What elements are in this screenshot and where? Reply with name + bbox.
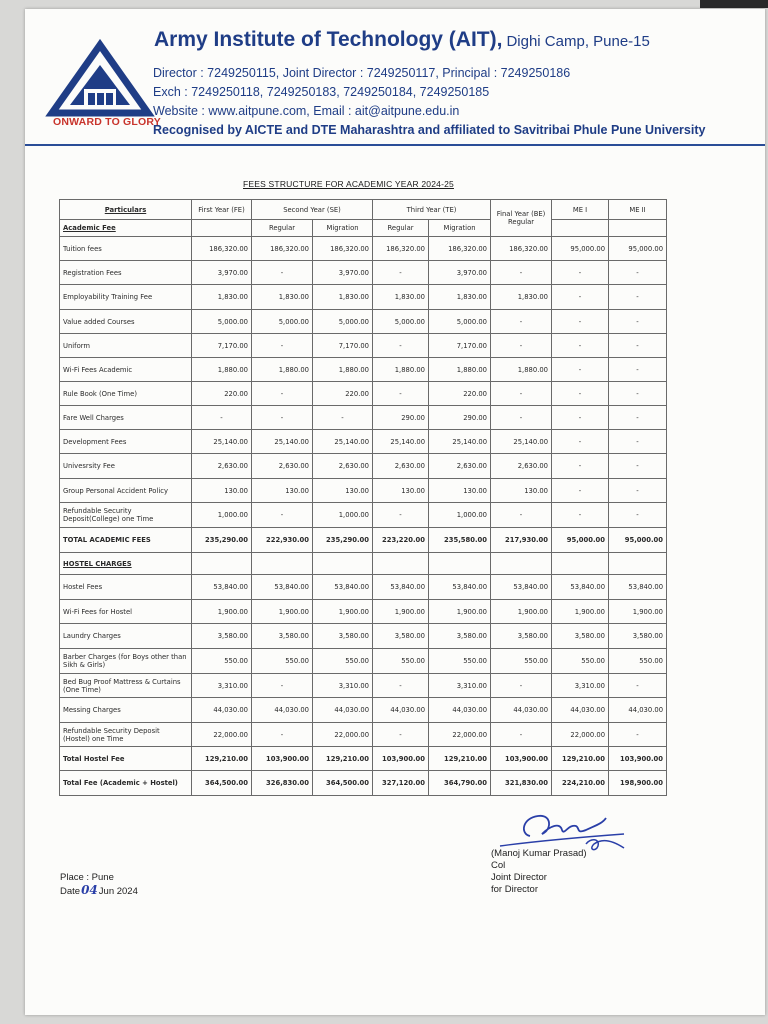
institute-location: Dighi Camp, Pune-15 — [506, 33, 650, 50]
fee-cell: 186,320.00 — [429, 237, 491, 261]
fee-cell: 25,140.00 — [429, 430, 491, 454]
fee-cell: - — [609, 674, 667, 698]
fee-cell: 1,830.00 — [313, 285, 373, 310]
fee-cell: 3,580.00 — [313, 624, 373, 649]
fee-cell: 44,030.00 — [429, 698, 491, 723]
fee-cell: 53,840.00 — [192, 575, 252, 600]
row-label: Tuition fees — [60, 237, 192, 261]
fee-cell: - — [373, 503, 429, 528]
total-hostel-row — [60, 747, 667, 771]
fee-cell: 1,880.00 — [192, 358, 252, 382]
fee-cell: 186,320.00 — [373, 237, 429, 261]
fee-cell: 95,000.00 — [552, 237, 609, 261]
fee-cell: - — [491, 310, 552, 334]
fee-cell: 364,790.00 — [429, 771, 491, 796]
row-label: Total Hostel Fee — [60, 747, 192, 771]
fee-cell: 1,830.00 — [429, 285, 491, 310]
empty-cell — [192, 553, 252, 575]
hostel-fee-row — [60, 649, 667, 674]
fee-cell: 1,900.00 — [252, 600, 313, 624]
subheader-te-migration: Migration — [429, 220, 491, 237]
fee-cell: 129,210.00 — [429, 747, 491, 771]
fee-cell: - — [252, 674, 313, 698]
academic-fee-row — [60, 285, 667, 310]
fee-cell: 3,580.00 — [609, 624, 667, 649]
contact-line-1: Director : 7249250115, Joint Director : 7249250117, Principal : 7249250186 — [153, 66, 571, 80]
fee-cell: 7,170.00 — [313, 334, 373, 358]
fee-cell: - — [373, 382, 429, 406]
fee-cell: 550.00 — [429, 649, 491, 674]
academic-fee-row — [60, 454, 667, 479]
fee-cell: 1,880.00 — [373, 358, 429, 382]
empty-cell — [252, 553, 313, 575]
academic-fee-row — [60, 261, 667, 285]
fee-cell: 2,630.00 — [429, 454, 491, 479]
place-date-block — [60, 872, 138, 898]
fee-cell: 1,900.00 — [609, 600, 667, 624]
fee-cell: 1,880.00 — [429, 358, 491, 382]
fee-cell: - — [491, 674, 552, 698]
fee-cell: 198,900.00 — [609, 771, 667, 796]
fee-cell: 7,170.00 — [192, 334, 252, 358]
fee-cell: 44,030.00 — [373, 698, 429, 723]
hostel-fee-row — [60, 600, 667, 624]
fee-cell: 5,000.00 — [313, 310, 373, 334]
academic-fee-row — [60, 479, 667, 503]
fee-cell: 53,840.00 — [429, 575, 491, 600]
fee-cell: 25,140.00 — [192, 430, 252, 454]
fee-cell: 3,580.00 — [252, 624, 313, 649]
empty-cell — [491, 553, 552, 575]
fee-cell: 53,840.00 — [491, 575, 552, 600]
fee-cell: 22,000.00 — [313, 723, 373, 747]
fee-cell: 223,220.00 — [373, 528, 429, 553]
fee-cell: 129,210.00 — [192, 747, 252, 771]
fee-cell: - — [552, 454, 609, 479]
row-label: Laundry Charges — [60, 624, 192, 649]
fee-cell: 3,310.00 — [192, 674, 252, 698]
fee-cell: - — [252, 723, 313, 747]
fee-cell: 3,310.00 — [429, 674, 491, 698]
empty-cell — [429, 553, 491, 575]
contact-line-2: Exch : 7249250118, 7249250183, 7249250184, 7249250185 — [153, 85, 490, 99]
fee-cell: 130.00 — [491, 479, 552, 503]
recognition-line: Recognised by AICTE and DTE Maharashtra and affiliated to Savitribai Phule Pune University — [153, 123, 706, 137]
row-label: Fare Well Charges — [60, 406, 192, 430]
fee-cell: - — [552, 479, 609, 503]
fee-cell: 1,000.00 — [313, 503, 373, 528]
header-first-year: First Year (FE) — [192, 200, 252, 220]
fee-cell: 129,210.00 — [313, 747, 373, 771]
fee-cell: 1,830.00 — [491, 285, 552, 310]
fee-cell: 44,030.00 — [192, 698, 252, 723]
fee-cell: 1,830.00 — [192, 285, 252, 310]
fee-cell: 2,630.00 — [252, 454, 313, 479]
fee-cell: 321,830.00 — [491, 771, 552, 796]
fee-cell: 44,030.00 — [609, 698, 667, 723]
fee-cell: - — [491, 406, 552, 430]
fee-cell: 130.00 — [373, 479, 429, 503]
fee-cell: 44,030.00 — [313, 698, 373, 723]
fee-cell: 550.00 — [552, 649, 609, 674]
fee-cell: 1,880.00 — [491, 358, 552, 382]
fee-cell: 130.00 — [313, 479, 373, 503]
fee-cell: 550.00 — [373, 649, 429, 674]
fees-structure-title: FEES STRUCTURE FOR ACADEMIC YEAR 2024-25 — [243, 179, 454, 189]
fee-cell: 22,000.00 — [552, 723, 609, 747]
row-label: Value added Courses — [60, 310, 192, 334]
header-second-year: Second Year (SE) — [252, 200, 373, 220]
row-label: Bed Bug Proof Mattress & Curtains (One Time) — [60, 674, 192, 698]
fee-cell: 1,000.00 — [192, 503, 252, 528]
fee-cell: 5,000.00 — [429, 310, 491, 334]
fee-cell: 235,290.00 — [192, 528, 252, 553]
header-final-year-label: Final Year (BE) — [496, 210, 546, 218]
date — [60, 884, 138, 898]
fee-cell: 7,170.00 — [429, 334, 491, 358]
fee-cell: 3,970.00 — [313, 261, 373, 285]
fee-cell: 44,030.00 — [552, 698, 609, 723]
fee-cell: 550.00 — [609, 649, 667, 674]
hostel-fee-row — [60, 723, 667, 747]
subheader-empty — [552, 220, 609, 237]
place: Place : Pune — [60, 872, 114, 883]
fee-cell: 103,900.00 — [491, 747, 552, 771]
academic-fee-row — [60, 334, 667, 358]
header-final-year — [491, 200, 552, 237]
hostel-fee-row — [60, 624, 667, 649]
subheader-se-regular: Regular — [252, 220, 313, 237]
fee-cell: 103,900.00 — [252, 747, 313, 771]
fee-cell: - — [552, 261, 609, 285]
fee-cell: 186,320.00 — [313, 237, 373, 261]
fee-cell: 1,900.00 — [491, 600, 552, 624]
fee-cell: 550.00 — [313, 649, 373, 674]
fee-cell: 2,630.00 — [192, 454, 252, 479]
fee-cell: 95,000.00 — [609, 528, 667, 553]
subheader-te-regular: Regular — [373, 220, 429, 237]
fee-cell: 25,140.00 — [491, 430, 552, 454]
fee-cell: 5,000.00 — [252, 310, 313, 334]
fee-cell: 2,630.00 — [373, 454, 429, 479]
fee-cell: - — [609, 479, 667, 503]
fee-cell: 235,290.00 — [313, 528, 373, 553]
fee-cell: 2,630.00 — [491, 454, 552, 479]
fee-cell: 1,900.00 — [552, 600, 609, 624]
row-label: Development Fees — [60, 430, 192, 454]
fee-cell: - — [609, 723, 667, 747]
fee-cell: 220.00 — [313, 382, 373, 406]
academic-fee-row — [60, 237, 667, 261]
fee-cell: 550.00 — [252, 649, 313, 674]
institute-title — [154, 28, 650, 52]
hostel-fee-row — [60, 698, 667, 723]
row-label: Wi-Fi Fees for Hostel — [60, 600, 192, 624]
fee-cell: 3,580.00 — [552, 624, 609, 649]
fee-cell: - — [552, 358, 609, 382]
fee-cell: 3,970.00 — [429, 261, 491, 285]
signatory-rank: Col — [491, 860, 506, 871]
fee-cell: 290.00 — [373, 406, 429, 430]
fee-cell: 220.00 — [192, 382, 252, 406]
row-label: Wi-Fi Fees Academic — [60, 358, 192, 382]
fee-cell: - — [491, 382, 552, 406]
fee-cell: 186,320.00 — [491, 237, 552, 261]
fee-cell: 1,000.00 — [429, 503, 491, 528]
date-prefix: Date — [60, 886, 81, 897]
empty-cell — [373, 553, 429, 575]
fee-cell: 326,830.00 — [252, 771, 313, 796]
fee-cell: - — [552, 382, 609, 406]
row-label: TOTAL ACADEMIC FEES — [60, 528, 192, 553]
academic-fee-row — [60, 358, 667, 382]
table-header-row — [60, 200, 667, 220]
header-me2: ME II — [609, 200, 667, 220]
fee-cell: - — [552, 285, 609, 310]
empty-cell — [313, 553, 373, 575]
subheader-empty — [192, 220, 252, 237]
fees-table — [59, 199, 667, 796]
fee-cell: 22,000.00 — [429, 723, 491, 747]
fee-cell: 44,030.00 — [491, 698, 552, 723]
fee-cell: - — [373, 674, 429, 698]
row-label: Univesrsity Fee — [60, 454, 192, 479]
institute-name: Army Institute of Technology (AIT), — [154, 28, 503, 51]
fee-cell: 1,880.00 — [313, 358, 373, 382]
fee-cell: - — [252, 334, 313, 358]
fee-cell: - — [609, 310, 667, 334]
fee-cell: 3,310.00 — [313, 674, 373, 698]
table-subheader-row — [60, 220, 667, 237]
row-label: Group Personal Accident Policy — [60, 479, 192, 503]
fee-cell: - — [552, 334, 609, 358]
row-label: Messing Charges — [60, 698, 192, 723]
fee-cell: 5,000.00 — [192, 310, 252, 334]
date-handwritten: 04 — [81, 883, 98, 897]
header-third-year: Third Year (TE) — [373, 200, 491, 220]
row-label: Employability Training Fee — [60, 285, 192, 310]
fee-cell: 1,880.00 — [252, 358, 313, 382]
fee-cell: - — [252, 261, 313, 285]
fee-cell: 95,000.00 — [609, 237, 667, 261]
fee-cell: 1,900.00 — [373, 600, 429, 624]
fee-cell: - — [252, 406, 313, 430]
row-label: Uniform — [60, 334, 192, 358]
fee-cell: 217,930.00 — [491, 528, 552, 553]
academic-fee-heading: Academic Fee — [60, 220, 192, 237]
hostel-fee-row — [60, 674, 667, 698]
fee-cell: 53,840.00 — [609, 575, 667, 600]
fee-cell: - — [609, 358, 667, 382]
fee-cell: - — [609, 503, 667, 528]
header-particulars: Particulars — [60, 200, 192, 220]
fee-cell: - — [252, 382, 313, 406]
fee-cell: - — [552, 503, 609, 528]
fee-cell: 44,030.00 — [252, 698, 313, 723]
row-label: Registration Fees — [60, 261, 192, 285]
row-label: Total Fee (Academic + Hostel) — [60, 771, 192, 796]
header-final-year-regular: Regular — [507, 218, 535, 226]
motto: ONWARD TO GLORY — [53, 116, 161, 128]
fee-cell: 25,140.00 — [252, 430, 313, 454]
fee-cell: 1,830.00 — [373, 285, 429, 310]
fee-cell: - — [609, 382, 667, 406]
fee-cell: 224,210.00 — [552, 771, 609, 796]
fee-cell: 3,580.00 — [491, 624, 552, 649]
fee-cell: 1,900.00 — [429, 600, 491, 624]
fee-cell: - — [192, 406, 252, 430]
fee-cell: 130.00 — [252, 479, 313, 503]
signatory-for: for Director — [491, 884, 538, 895]
fee-cell: - — [491, 334, 552, 358]
fee-cell: 290.00 — [429, 406, 491, 430]
empty-cell — [609, 553, 667, 575]
fee-cell: - — [609, 430, 667, 454]
fee-cell: 327,120.00 — [373, 771, 429, 796]
section-row — [60, 553, 667, 575]
fee-cell: 130.00 — [429, 479, 491, 503]
fee-cell: 222,930.00 — [252, 528, 313, 553]
fee-cell: 364,500.00 — [313, 771, 373, 796]
header-rule — [25, 144, 765, 146]
fee-cell: - — [373, 261, 429, 285]
fee-cell: - — [609, 454, 667, 479]
row-label: Rule Book (One Time) — [60, 382, 192, 406]
fee-cell: 186,320.00 — [192, 237, 252, 261]
signatory-block — [491, 848, 587, 896]
fee-cell: - — [609, 406, 667, 430]
fee-cell: 2,630.00 — [313, 454, 373, 479]
row-label: Hostel Fees — [60, 575, 192, 600]
fee-cell: - — [491, 503, 552, 528]
fee-cell: 53,840.00 — [552, 575, 609, 600]
fee-cell: 220.00 — [429, 382, 491, 406]
fee-cell: 3,580.00 — [373, 624, 429, 649]
fee-cell: - — [373, 334, 429, 358]
signatory-designation: Joint Director — [491, 872, 547, 883]
signatory-name: (Manoj Kumar Prasad) — [491, 848, 587, 859]
fee-cell: - — [373, 723, 429, 747]
academic-fee-row — [60, 406, 667, 430]
website-email-line: Website : www.aitpune.com, Email : ait@aitpune.edu.in — [153, 104, 460, 118]
fee-cell: 25,140.00 — [373, 430, 429, 454]
total-fee-row — [60, 771, 667, 796]
fee-cell: - — [609, 285, 667, 310]
fee-cell: 53,840.00 — [313, 575, 373, 600]
fee-cell: 235,580.00 — [429, 528, 491, 553]
row-label: Refundable Security Deposit (Hostel) one Time — [60, 723, 192, 747]
subheader-se-migration: Migration — [313, 220, 373, 237]
fee-cell: 5,000.00 — [373, 310, 429, 334]
total-academic-row — [60, 528, 667, 553]
fee-cell: 186,320.00 — [252, 237, 313, 261]
fee-cell: 3,310.00 — [552, 674, 609, 698]
fee-cell: 22,000.00 — [192, 723, 252, 747]
row-label: Barber Charges (for Boys other than Sikh & Girls) — [60, 649, 192, 674]
fee-cell: - — [609, 334, 667, 358]
fee-cell: 103,900.00 — [609, 747, 667, 771]
fee-cell: 129,210.00 — [552, 747, 609, 771]
fee-cell: 1,830.00 — [252, 285, 313, 310]
scan-edge — [700, 0, 768, 8]
academic-fee-row — [60, 430, 667, 454]
hostel-charges-heading: HOSTEL CHARGES — [60, 553, 192, 575]
fee-cell: - — [491, 723, 552, 747]
fee-cell: 3,580.00 — [429, 624, 491, 649]
fee-cell: - — [552, 430, 609, 454]
fee-cell: 53,840.00 — [252, 575, 313, 600]
hostel-fee-row — [60, 575, 667, 600]
fee-cell: - — [252, 503, 313, 528]
fee-cell: 3,970.00 — [192, 261, 252, 285]
fee-cell: 95,000.00 — [552, 528, 609, 553]
fee-cell: - — [552, 406, 609, 430]
fee-cell: - — [491, 261, 552, 285]
date-suffix: Jun 2024 — [98, 886, 138, 897]
fee-cell: 25,140.00 — [313, 430, 373, 454]
fee-cell: - — [609, 261, 667, 285]
fee-cell: - — [552, 310, 609, 334]
fee-cell: 1,900.00 — [192, 600, 252, 624]
academic-fee-row — [60, 503, 667, 528]
row-label: Refundable Security Deposit(College) one Time — [60, 503, 192, 528]
fee-cell: 130.00 — [192, 479, 252, 503]
subheader-empty — [609, 220, 667, 237]
academic-fee-row — [60, 310, 667, 334]
academic-fee-row — [60, 382, 667, 406]
fee-cell: 364,500.00 — [192, 771, 252, 796]
fee-cell: - — [313, 406, 373, 430]
fee-cell: 103,900.00 — [373, 747, 429, 771]
fee-cell: 1,900.00 — [313, 600, 373, 624]
fee-cell: 550.00 — [491, 649, 552, 674]
fee-cell: 550.00 — [192, 649, 252, 674]
fee-cell: 53,840.00 — [373, 575, 429, 600]
fee-cell: 3,580.00 — [192, 624, 252, 649]
header-me1: ME I — [552, 200, 609, 220]
empty-cell — [552, 553, 609, 575]
